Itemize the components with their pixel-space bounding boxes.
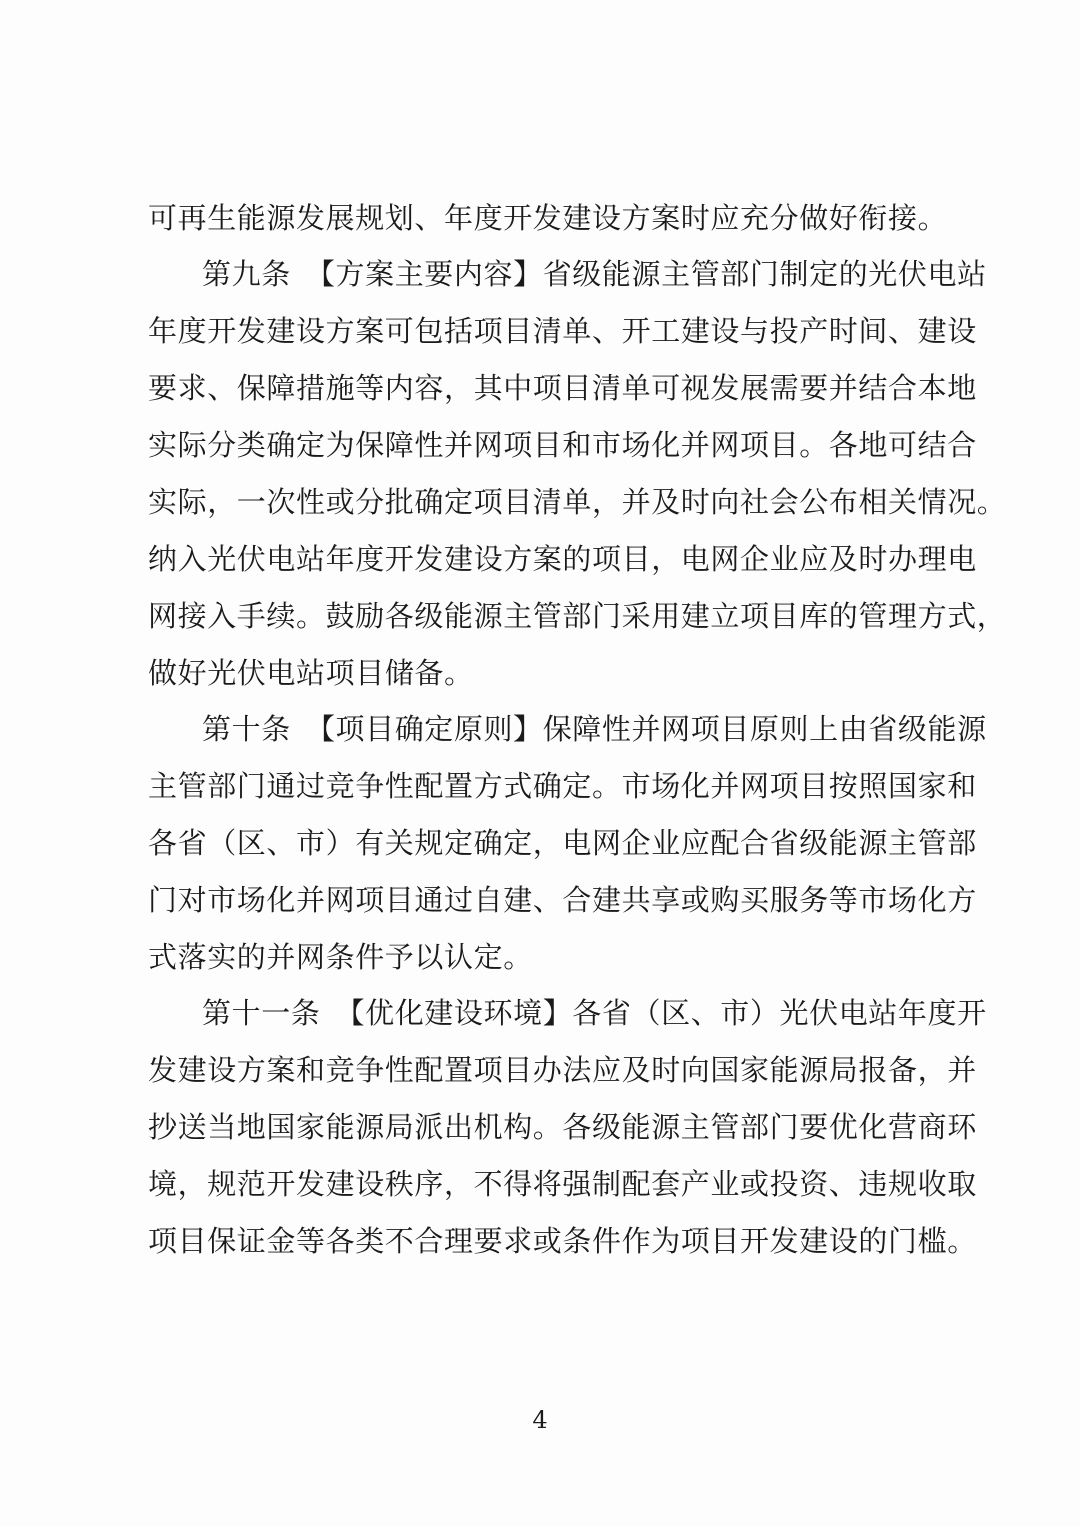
text-line: 实际分类确定为保障性并网项目和市场化并网项目。各地可结合 [148, 428, 977, 462]
article-11-heading-line: 第十一条 【优化建设环境】各省（区、市）光伏电站年度开 [202, 996, 987, 1030]
text-line: 项目保证金等各类不合理要求或条件作为项目开发建设的门槛。 [148, 1224, 977, 1258]
text-line: 各省（区、市）有关规定确定，电网企业应配合省级能源主管部 [148, 826, 977, 860]
text-line: 做好光伏电站项目储备。 [148, 656, 474, 690]
text-line: 式落实的并网条件予以认定。 [148, 940, 533, 974]
article-10-heading-line: 第十条 【项目确定原则】保障性并网项目原则上由省级能源 [202, 712, 987, 746]
text-line: 境，规范开发建设秩序，不得将强制配套产业或投资、违规收取 [148, 1167, 977, 1201]
text-line: 门对市场化并网项目通过自建、合建共享或购买服务等市场化方 [148, 883, 977, 917]
text-line: 发建设方案和竞争性配置项目办法应及时向国家能源局报备，并 [148, 1053, 977, 1087]
text-line: 可再生能源发展规划、年度开发建设方案时应充分做好衔接。 [148, 201, 948, 235]
text-line: 要求、保障措施等内容，其中项目清单可视发展需要并结合本地 [148, 371, 977, 405]
page-number: 4 [532, 1406, 548, 1434]
text-line: 主管部门通过竞争性配置方式确定。市场化并网项目按照国家和 [148, 769, 977, 803]
text-line: 抄送当地国家能源局派出机构。各级能源主管部门要优化营商环 [148, 1110, 977, 1144]
text-line: 年度开发建设方案可包括项目清单、开工建设与投产时间、建设 [148, 314, 977, 348]
text-line: 纳入光伏电站年度开发建设方案的项目，电网企业应及时办理电 [148, 542, 977, 576]
article-9-heading-line: 第九条 【方案主要内容】省级能源主管部门制定的光伏电站 [202, 257, 987, 291]
text-line: 网接入手续。鼓励各级能源主管部门采用建立项目库的管理方式， [148, 599, 1007, 633]
text-line: 实际，一次性或分批确定项目清单，并及时向社会公布相关情况。 [148, 485, 1007, 519]
